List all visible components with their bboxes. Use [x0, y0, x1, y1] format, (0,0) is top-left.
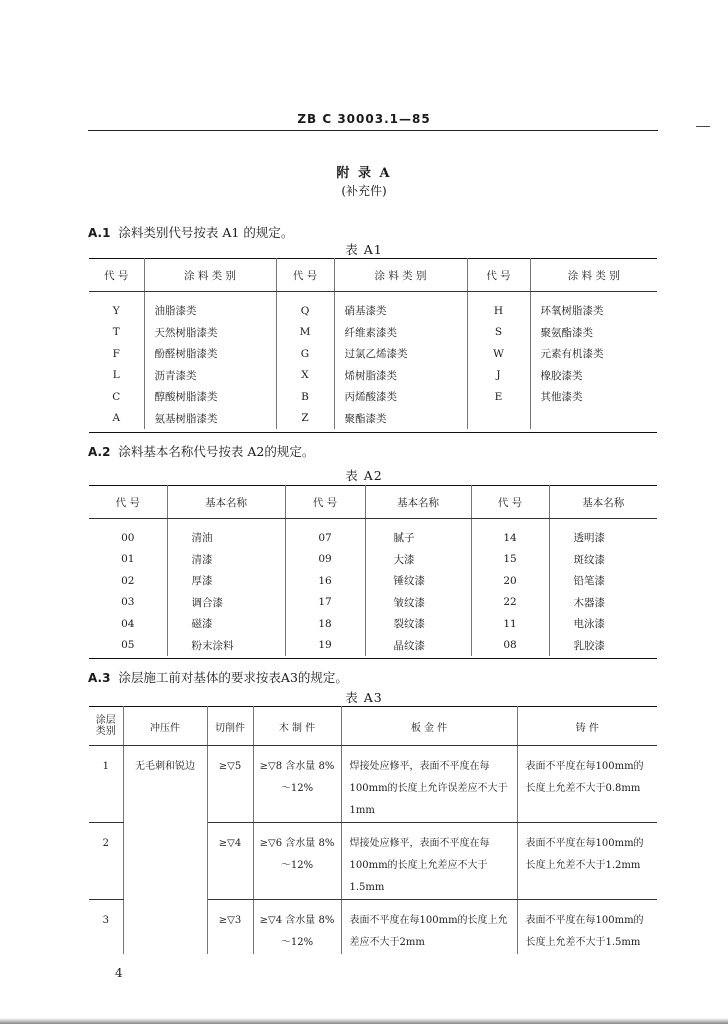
table-cell: 电泳漆 [573, 618, 605, 631]
table-cell: 表面不平度在每100mm的长度上允差不大于1.5mm [525, 915, 644, 948]
table-a1-header: 涂 料 类 别 [334, 259, 467, 292]
table-cell: 清油 [167, 527, 285, 549]
section-a2-number: A.2 [88, 445, 111, 459]
table-cell: 调合漆 [167, 592, 285, 614]
section-a1 [88, 223, 293, 241]
table-cell: 透明漆 [573, 532, 605, 545]
table-cell: 16 [285, 570, 365, 592]
table-cell: ≥▽5 [207, 746, 253, 823]
page-number: 4 [115, 966, 123, 980]
table-row [89, 343, 657, 365]
table-cell: 19 [285, 635, 365, 657]
table-cell: 表面不平度在每100mm的长度上允差不大于0.8mm [517, 746, 657, 823]
header-tick-mark [696, 126, 710, 127]
table-cell: J [467, 365, 530, 387]
table-cell: T [89, 322, 144, 344]
table-cell: 09 [285, 549, 365, 571]
table-cell [123, 900, 207, 955]
table-cell: 表面不平度在每100mm的长度上允差应不大于2mm [341, 900, 517, 955]
table-cell: F [89, 343, 144, 365]
table-row [89, 300, 657, 322]
table-cell: C [89, 386, 144, 408]
table-cell: 皱纹漆 [365, 592, 471, 614]
table-cell: Q [276, 300, 334, 322]
section-a2-text: 涂料基本名称代号按表 A2的规定。 [118, 444, 315, 459]
table-cell: ≥▽3 [207, 900, 253, 955]
table-row [89, 823, 657, 900]
table-cell: 14 [471, 527, 549, 549]
table-cell: 醇酸树脂漆类 [144, 386, 276, 408]
table-row [89, 592, 657, 614]
table-cell: 氨基树脂漆类 [144, 408, 276, 430]
table-a3-caption: 表 A3 [345, 690, 383, 705]
table-cell: 00 [89, 527, 167, 549]
table-cell: 1 [89, 746, 123, 823]
table-a3-header: 铸 件 [517, 707, 657, 746]
table-row [89, 408, 657, 430]
table-cell: M [276, 322, 334, 344]
table-a2-header: 基本名称 [549, 486, 657, 519]
table-cell: 过氯乙烯漆类 [334, 343, 467, 365]
table-a1-header: 代 号 [276, 259, 334, 292]
section-a1-number: A.1 [88, 226, 111, 240]
table-a3-header: 冲压件 [123, 707, 207, 746]
table-cell [123, 823, 207, 900]
table-cell: 硝基漆类 [334, 300, 467, 322]
table-cell: 其他漆类 [540, 391, 583, 404]
table-a1-bottom-rule [89, 432, 657, 433]
table-cell: 环氧树脂漆类 [540, 305, 604, 318]
table-cell: 铅笔漆 [573, 575, 605, 588]
table-cell: ≥▽6 含水量 8%～12% [253, 823, 341, 900]
table-row [89, 746, 657, 823]
table-a2-header: 代 号 [89, 486, 167, 519]
table-cell: 清漆 [167, 549, 285, 571]
table-row [89, 527, 657, 549]
table-cell: 15 [471, 549, 549, 571]
table-row [89, 386, 657, 408]
document-code-header: ZB C 30003.1—85 [297, 112, 431, 126]
table-cell: 大漆 [365, 549, 471, 571]
table-cell: 20 [471, 570, 549, 592]
section-a1-text: 涂料类别代号按表 A1 的规定。 [118, 225, 294, 240]
table-a1 [89, 258, 657, 429]
table-cell: 02 [89, 570, 167, 592]
table-cell: 18 [285, 613, 365, 635]
table-cell: 17 [285, 592, 365, 614]
table-cell: 纤维素漆类 [334, 322, 467, 344]
table-a2-caption: 表 A2 [345, 468, 383, 483]
table-a1-header: 涂 料 类 别 [144, 259, 276, 292]
table-cell: ≥▽4 [207, 823, 253, 900]
table-cell: 酚醛树脂漆类 [144, 343, 276, 365]
table-cell: 聚氨酯漆类 [540, 326, 593, 339]
table-cell: 厚漆 [167, 570, 285, 592]
table-cell: 烯树脂漆类 [334, 365, 467, 387]
table-cell: 无毛刺和锐边 [123, 746, 207, 823]
table-cell: 3 [89, 900, 123, 955]
table-cell: 油脂漆类 [144, 300, 276, 322]
appendix-subtitle: (补充件) [341, 184, 387, 198]
table-cell: 表面不平度在每100mm的长度上允差不大于1.2mm [517, 823, 657, 900]
table-cell: 04 [89, 613, 167, 635]
table-cell: 沥青漆类 [144, 365, 276, 387]
table-cell: 丙烯酸漆类 [334, 386, 467, 408]
scan-edge [0, 1018, 728, 1024]
table-cell: 07 [285, 527, 365, 549]
table-cell: 聚酯漆类 [334, 408, 467, 430]
table-cell: G [276, 343, 334, 365]
table-cell: 锤纹漆 [365, 570, 471, 592]
table-row [89, 613, 657, 635]
table-cell: W [467, 343, 530, 365]
section-a3-text: 涂层施工前对基体的要求按表A3的规定。 [118, 670, 348, 685]
table-cell: 斑纹漆 [573, 553, 605, 566]
table-a3-header: 涂层类别 [89, 707, 123, 746]
table-cell: 焊接处应修平，表面不平度在每100mm的长度上允许误差应不大于1mm [341, 746, 517, 823]
table-cell [530, 408, 657, 430]
table-cell: 木器漆 [573, 596, 605, 609]
table-row [89, 322, 657, 344]
table-cell: 08 [471, 635, 549, 657]
table-cell: 裂纹漆 [365, 613, 471, 635]
table-row [89, 570, 657, 592]
table-cell: L [89, 365, 144, 387]
table-cell: H [467, 300, 530, 322]
header-rule [88, 130, 658, 131]
table-cell: Z [276, 408, 334, 430]
table-cell: X [276, 365, 334, 387]
table-cell: Y [89, 300, 144, 322]
table-a3 [89, 706, 657, 954]
table-a2-bottom-rule [89, 658, 657, 659]
table-a2 [89, 485, 657, 656]
table-a3-header: 板 金 件 [341, 707, 517, 746]
table-cell: 乳胶漆 [573, 639, 605, 652]
table-cell: S [467, 322, 530, 344]
table-cell: 粉末涂料 [167, 635, 285, 657]
table-cell: 元素有机漆类 [540, 348, 604, 361]
section-a2 [88, 442, 314, 460]
table-cell: 2 [89, 823, 123, 900]
table-cell: B [276, 386, 334, 408]
table-cell: A [89, 408, 144, 430]
table-row [89, 365, 657, 387]
table-a1-header: 涂 料 类 别 [530, 259, 657, 292]
table-cell: 腻子 [365, 527, 471, 549]
table-a2-header: 基本名称 [167, 486, 285, 519]
table-cell: 磁漆 [167, 613, 285, 635]
table-row [89, 635, 657, 657]
table-a1-header: 代 号 [89, 259, 144, 292]
table-a1-caption: 表 A1 [345, 242, 383, 257]
table-cell: 天然树脂漆类 [144, 322, 276, 344]
table-cell: ≥▽8 含水量 8%～12% [253, 746, 341, 823]
table-cell: 橡胶漆类 [540, 369, 583, 382]
table-cell [467, 408, 530, 430]
section-a3 [88, 668, 348, 686]
table-cell: E [467, 386, 530, 408]
table-cell: 11 [471, 613, 549, 635]
table-cell: ≥▽4 含水量 8%～12% [253, 900, 341, 955]
table-a2-header: 基本名称 [365, 486, 471, 519]
table-cell: 22 [471, 592, 549, 614]
section-a3-number: A.3 [88, 671, 111, 685]
table-cell: 焊接处应修平，表面不平度在每100mm的长度上允差应不大于1.5mm [341, 823, 517, 900]
appendix-title: 附 录 A [336, 166, 392, 181]
table-row [89, 900, 657, 955]
table-a1-header: 代 号 [467, 259, 530, 292]
table-cell: 01 [89, 549, 167, 571]
table-a2-header: 代 号 [471, 486, 549, 519]
table-a3-header: 木 制 件 [253, 707, 341, 746]
table-cell: 03 [89, 592, 167, 614]
table-row [89, 549, 657, 571]
table-a2-header: 代 号 [285, 486, 365, 519]
table-cell: 05 [89, 635, 167, 657]
table-cell: 晶纹漆 [365, 635, 471, 657]
table-a3-header: 切削件 [207, 707, 253, 746]
